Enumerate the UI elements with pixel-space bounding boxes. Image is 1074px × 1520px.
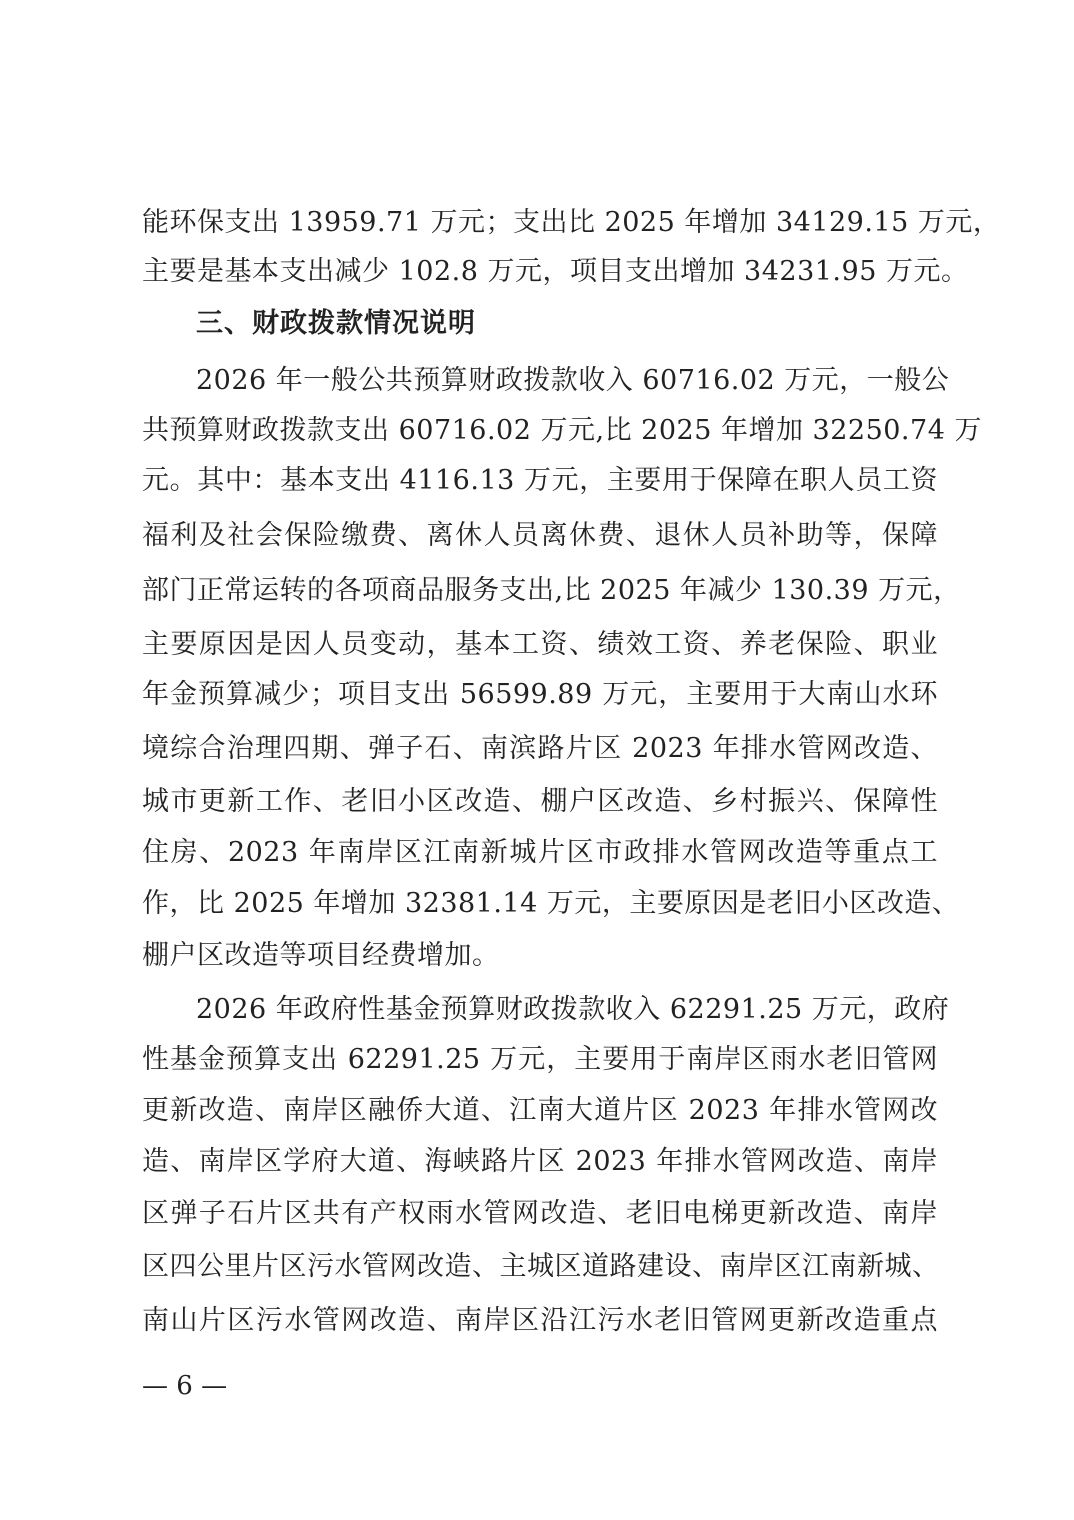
paragraph-line-3: 2026 年一般公共预算财政拨款收入 60716.02 万元，一般公	[196, 365, 950, 396]
paragraph-line-12: 住房、2023 年南岸区江南新城片区市政排水管网改造等重点工	[142, 837, 938, 868]
paragraph-line-9: 年金预算减少；项目支出 56599.89 万元，主要用于大南山水环	[142, 679, 938, 710]
paragraph-line-5: 元。其中：基本支出 4116.13 万元，主要用于保障在职人员工资	[142, 465, 938, 496]
paragraph-line-18: 造、南岸区学府大道、海峡路片区 2023 年排水管网改造、南岸	[142, 1146, 938, 1177]
paragraph-line-16: 性基金预算支出 62291.25 万元，主要用于南岸区雨水老旧管网	[142, 1044, 938, 1075]
page-number: — 6 —	[142, 1371, 228, 1401]
paragraph-line-4: 共预算财政拨款支出 60716.02 万元,比 2025 年增加 32250.74 万	[142, 415, 982, 446]
paragraph-line-2: 主要是基本支出减少 102.8 万元，项目支出增加 34231.95 万元。	[142, 256, 969, 287]
paragraph-line-17: 更新改造、南岸区融侨大道、江南大道片区 2023 年排水管网改	[142, 1095, 938, 1126]
paragraph-line-19: 区弹子石片区共有产权雨水管网改造、老旧电梯更新改造、南岸	[142, 1198, 938, 1229]
paragraph-line-21: 南山片区污水管网改造、南岸区沿江污水老旧管网更新改造重点	[142, 1305, 938, 1336]
paragraph-line-15: 2026 年政府性基金预算财政拨款收入 62291.25 万元，政府	[196, 994, 950, 1025]
section-heading: 三、财政拨款情况说明	[196, 308, 476, 339]
paragraph-line-7: 部门正常运转的各项商品服务支出,比 2025 年减少 130.39 万元，	[142, 575, 961, 606]
paragraph-line-14: 棚户区改造等项目经费增加。	[142, 940, 500, 971]
paragraph-line-11: 城市更新工作、老旧小区改造、棚户区改造、乡村振兴、保障性	[142, 786, 938, 817]
paragraph-line-6: 福利及社会保险缴费、离休人员离休费、退休人员补助等，保障	[142, 520, 938, 551]
paragraph-line-13: 作，比 2025 年增加 32381.14 万元，主要原因是老旧小区改造、	[142, 888, 960, 919]
paragraph-line-8: 主要原因是因人员变动，基本工资、绩效工资、养老保险、职业	[142, 629, 938, 660]
paragraph-line-1: 能环保支出 13959.71 万元；支出比 2025 年增加 34129.15 万元，	[142, 207, 1001, 238]
paragraph-line-20: 区四公里片区污水管网改造、主城区道路建设、南岸区江南新城、	[142, 1251, 940, 1282]
paragraph-line-10: 境综合治理四期、弹子石、南滨路片区 2023 年排水管网改造、	[142, 733, 938, 764]
